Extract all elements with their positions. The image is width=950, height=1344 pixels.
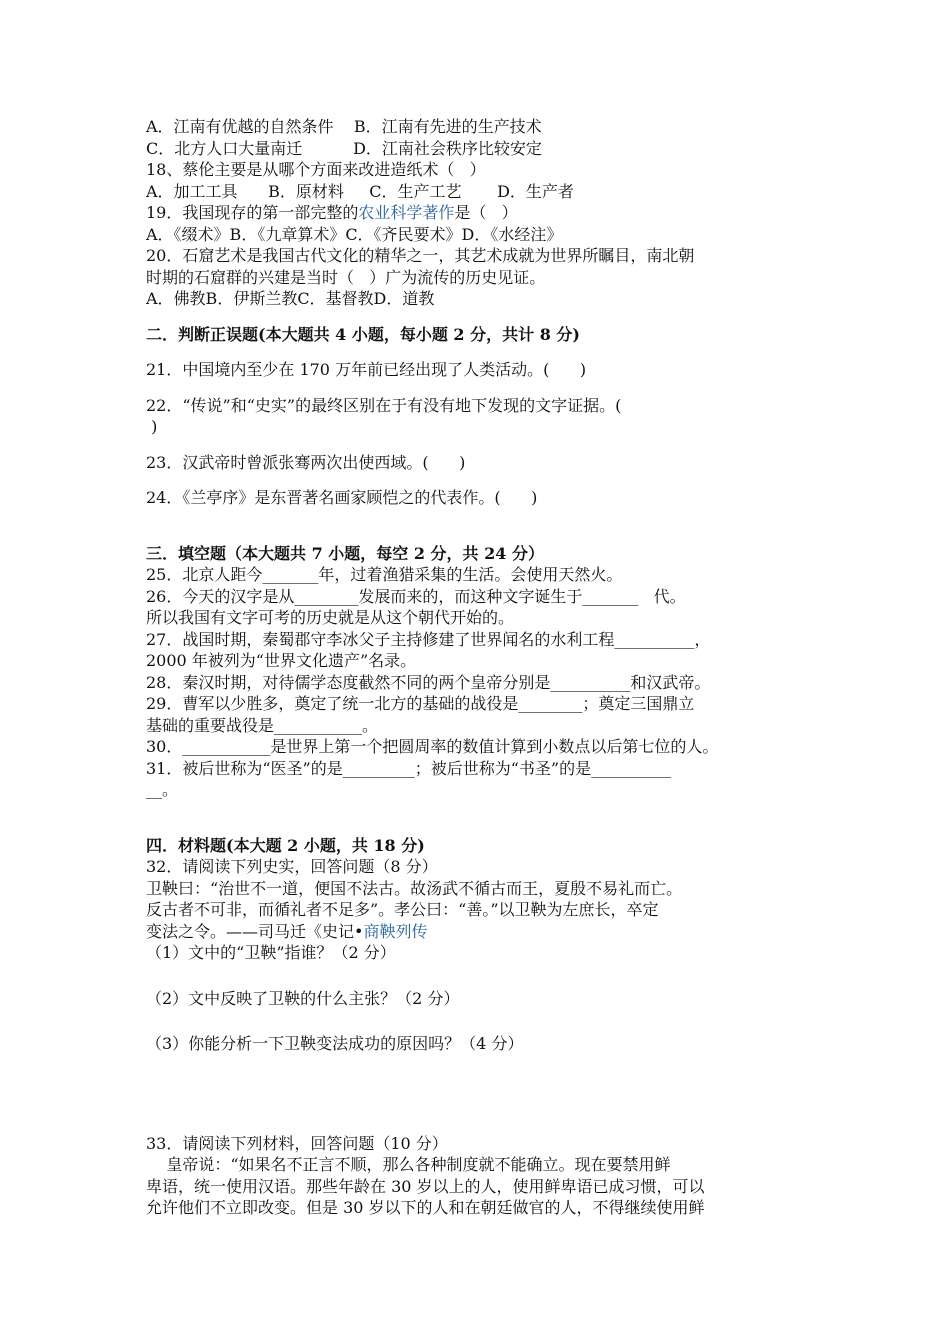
- q17-options-ab: A．江南有优越的自然条件 B．江南有先进的生产技术: [146, 117, 542, 136]
- q25-fill: 25．北京人距今_______年，过着渔猎采集的生活。会使用天然火。: [146, 565, 623, 584]
- q33-material-line2: 卑语，统一使用汉语。那些年龄在 30 岁以上的人，使用鲜卑语已成习惯，可以: [146, 1176, 705, 1196]
- q26-fill-line2: 所以我国有文字可考的历史就是从这个朝代开始的。: [146, 608, 515, 627]
- q27-fill-line2: 2000 年被列为“世界文化遗产”名录。: [146, 651, 417, 670]
- q31-fill-line2: __。: [146, 780, 179, 799]
- q32-source-text: 变法之令。——司马迁《史记•: [146, 921, 364, 941]
- shang-yang-biography-link[interactable]: 商鞅列传: [363, 921, 428, 941]
- q19-text-after: 是（ ）: [454, 203, 518, 222]
- q22-statement-line1: 22．“传说”和“史实”的最终区别在于有没有地下发现的文字证据。(: [146, 395, 622, 415]
- q23-statement: 23．汉武帝时曾派张骞两次出使西域。( ): [146, 452, 466, 472]
- q19-options: A．《缀术》B．《九章算术》C．《齐民要术》D．《水经注》: [146, 224, 563, 244]
- q28-fill: 28．秦汉时期，对待儒学态度截然不同的两个皇帝分别是__________和汉武帝。: [146, 672, 711, 692]
- q18-options: A．加工工具 B．原材料 C．生产工艺 D．生产者: [146, 181, 574, 201]
- q29-fill-line2: 基础的重要战役是___________。: [146, 715, 379, 735]
- q32-material-line3: [146, 921, 810, 943]
- q32-material-line2: 反古者不可非，而循礼者不足多”。孝公曰：“善。”以卫鞅为左庶长，卒定: [146, 900, 659, 919]
- q22-statement-line2: ): [146, 417, 158, 436]
- q32-sub2: （2）文中反映了卫鞅的什么主张？（2 分）: [146, 988, 460, 1008]
- q18-question: 18、蔡伦主要是从哪个方面来改进造纸术（ ）: [146, 160, 486, 179]
- q17-options-cd: C．北方人口大量南迁 D．江南社会秩序比较安定: [146, 138, 542, 158]
- section3-heading: 三．填空题（本大题共 7 小题，每空 2 分，共 24 分）: [146, 543, 544, 563]
- q30-fill: 30．___________是世界上第一个把圆周率的数值计算到小数点以后第七位的人。: [146, 737, 719, 756]
- q24-statement: 24．《兰亭序》是东晋著名画家顾恺之的代表作。( ): [146, 488, 538, 507]
- q20-question-line1: 20．石窟艺术是我国古代文化的精华之一，其艺术成就为世界所瞩目，南北朝: [146, 246, 695, 265]
- q20-question-line2: 时期的石窟群的兴建是当时（ ）广为流传的历史见证。: [146, 267, 546, 287]
- q32-question: 32．请阅读下列史实，回答问题（8 分）: [146, 857, 438, 876]
- q33-question: 33．请阅读下列材料，回答问题（10 分）: [146, 1133, 448, 1153]
- exam-page: [146, 116, 810, 1219]
- q32-sub3: （3）你能分析一下卫鞅变法成功的原因吗？（4 分）: [146, 1034, 524, 1053]
- section4-heading: 四．材料题(本大题 2 小题，共 18 分): [146, 835, 425, 855]
- q26-fill-line1: 26．今天的汉字是从________发展而来的，而这种文字诞生于_______ 代。: [146, 586, 686, 606]
- q33-material-line1: 皇帝说：“如果名不正言不顺，那么各种制度就不能确立。现在要禁用鲜: [146, 1155, 671, 1174]
- q27-fill-line1: 27．战国时期，秦蜀郡守李冰父子主持修建了世界闻名的水利工程__________，: [146, 629, 711, 649]
- q32-sub1: （1）文中的“卫鞅”指谁？（2 分）: [146, 943, 396, 962]
- q31-fill-line1: 31．被后世称为“医圣”的是_________；被后世称为“书圣”的是__________: [146, 758, 672, 778]
- q19-text-before: 19．我国现存的第一部完整的: [146, 203, 359, 222]
- agricultural-science-link[interactable]: 农业科学著作: [358, 203, 455, 222]
- q19-question: [146, 202, 810, 224]
- q33-material-line3: 允许他们不立即改变。但是 30 岁以下的人和在朝廷做官的人，不得继续使用鲜: [146, 1198, 705, 1217]
- q29-fill-line1: 29．曹军以少胜多，奠定了统一北方的基础的战役是________；奠定三国鼎立: [146, 694, 695, 713]
- q21-statement: 21．中国境内至少在 170 万年前已经出现了人类活动。( ): [146, 360, 587, 379]
- q32-material-line1: 卫鞅曰：“治世不一道，便国不法古。故汤武不循古而王，夏殷不易礼而亡。: [146, 878, 683, 898]
- section2-heading: 二．判断正误题(本大题共 4 小题，每小题 2 分，共计 8 分): [146, 324, 580, 344]
- q20-options: A．佛教B．伊斯兰教C．基督教D．道教: [146, 289, 435, 308]
